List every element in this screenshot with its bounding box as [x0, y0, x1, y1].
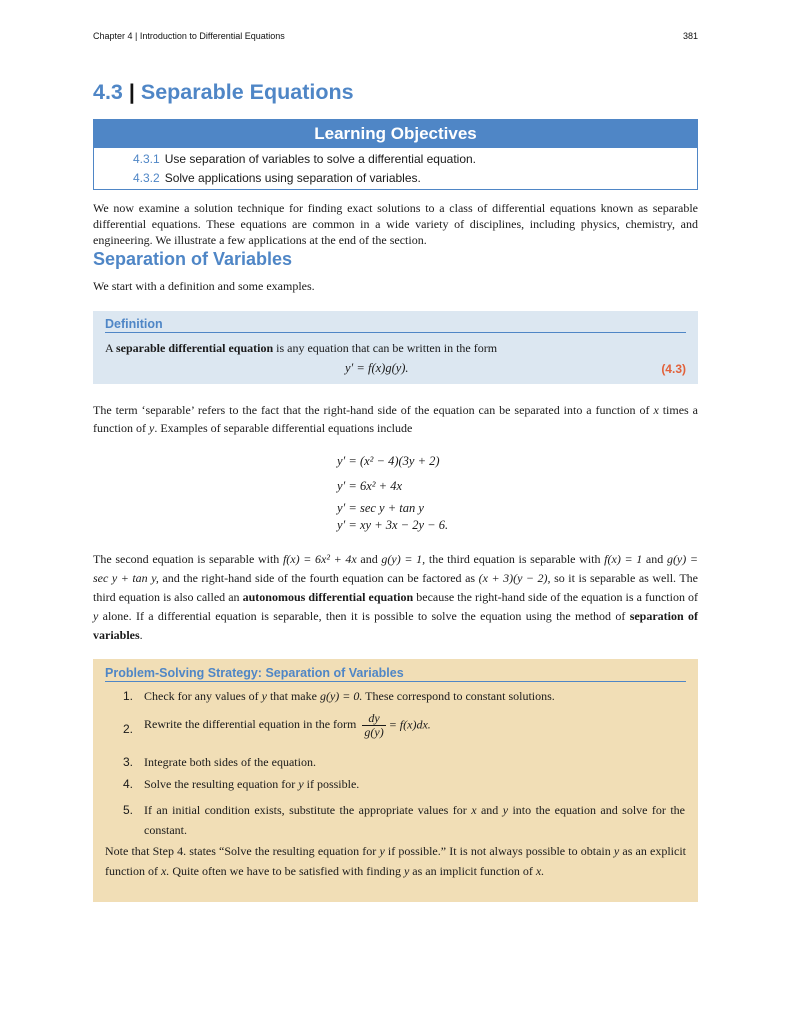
objective-text: Solve applications using separation of variables. — [164, 171, 421, 185]
definition-term: separable differential equation — [116, 341, 274, 355]
example-equation: y′ = (x² − 4)(3y + 2) — [337, 454, 440, 468]
section-name: Separable Equations — [140, 80, 354, 104]
objective-item — [94, 169, 697, 188]
chapter-label: Chapter 4 | Introduction to Differential Equations — [93, 31, 285, 41]
strategy-heading: Problem-Solving Strategy: Separation of Variables — [105, 666, 686, 682]
term-paragraph: The term ‘separable’ refers to the fact that the right-hand side of the equation can be separated into a function of x times a function of y. Examples of separable differential equations include — [93, 403, 698, 435]
learning-objectives-heading: Learning Objectives — [94, 120, 697, 148]
subsection-lead: We start with a definition and some examples. — [93, 279, 315, 293]
definition-heading: Definition — [105, 317, 686, 333]
example-equation: y′ = 6x² + 4x — [337, 479, 402, 493]
equation-number: (4.3) — [661, 362, 686, 376]
learning-objectives-box — [93, 119, 698, 190]
definition-text: A separable differential equation is any equation that can be written in the form — [105, 341, 498, 355]
subsection-title: Separation of Variables — [93, 249, 293, 269]
section-title — [93, 80, 354, 105]
objective-text: Use separation of variables to solve a differential equation. — [164, 152, 477, 166]
separable-paragraph: The second equation is separable with f(x) = 6x² + 4x and g(y) = 1, the third equation is separable with f(x) = 1 and g(y) = sec y + tan y, and the right-hand side of the fourth equation can be factored as (x + 3)(y − 2), so it is separable as well. The third equation is also called an autonomous differential equation because the right-hand side of the equation is a function of y alone. If a differential equation is separable, then it is possible to solve the equation using the method of separation of variables. — [93, 552, 699, 642]
running-head — [93, 31, 698, 41]
example-equation: y′ = sec y + tan y — [337, 501, 424, 515]
objective-number: 4.3.2 — [133, 171, 160, 185]
fraction: $\frac{dy}{g(y)}$ — [364, 711, 384, 739]
objective-item — [94, 150, 697, 169]
strategy-note: Note that Step 4. states “Solve the resulting equation for y if possible.” It is not always possible to obtain y as an explicit function of x. Quite often we have to be satisfied with finding y as an implicit function of x. — [105, 844, 686, 878]
strategy-box: Problem-Solving Strategy: Separation of Variables 1. Check for any values of y that make g(y) = 0. These correspond to constant solutions. 2. Rewrite the differential equation in the form $\frac{dy}{g(y)}$ = f(x)dx. 3. Integrate both sides of the equation. 4. Solve the resulting equation for y if possible. 5. If an initial condition exists, substitute the appropriate values for x and y into the equation and solve for the constant. Note that Step 4. states “Solve the resulting equation for y if possible.” It is not always possible to obtain y as an explicit function of x. Quite often we have to be satisfied with finding y as an implicit function of x. — [93, 659, 698, 902]
page-number: 381 — [682, 31, 698, 41]
intro-paragraph: We now examine a solution technique for finding exact solutions to a class of differential equations known as separable differential equations. These equations are common in a wide variety of disciplines, including physics, chemistry, and engineering. We illustrate a few applications at the end of the section. — [93, 201, 698, 247]
definition-equation: y′ = f(x)g(y). — [345, 361, 409, 375]
separation-term: separation of variables — [93, 609, 699, 642]
example-equation: y′ = xy + 3x − 2y − 6. — [337, 518, 449, 532]
section-separator: | — [128, 80, 135, 104]
autonomous-term: autonomous differential equation — [242, 590, 414, 604]
section-number: 4.3 — [93, 80, 123, 104]
objective-number: 4.3.1 — [133, 152, 160, 166]
definition-box — [93, 311, 698, 384]
